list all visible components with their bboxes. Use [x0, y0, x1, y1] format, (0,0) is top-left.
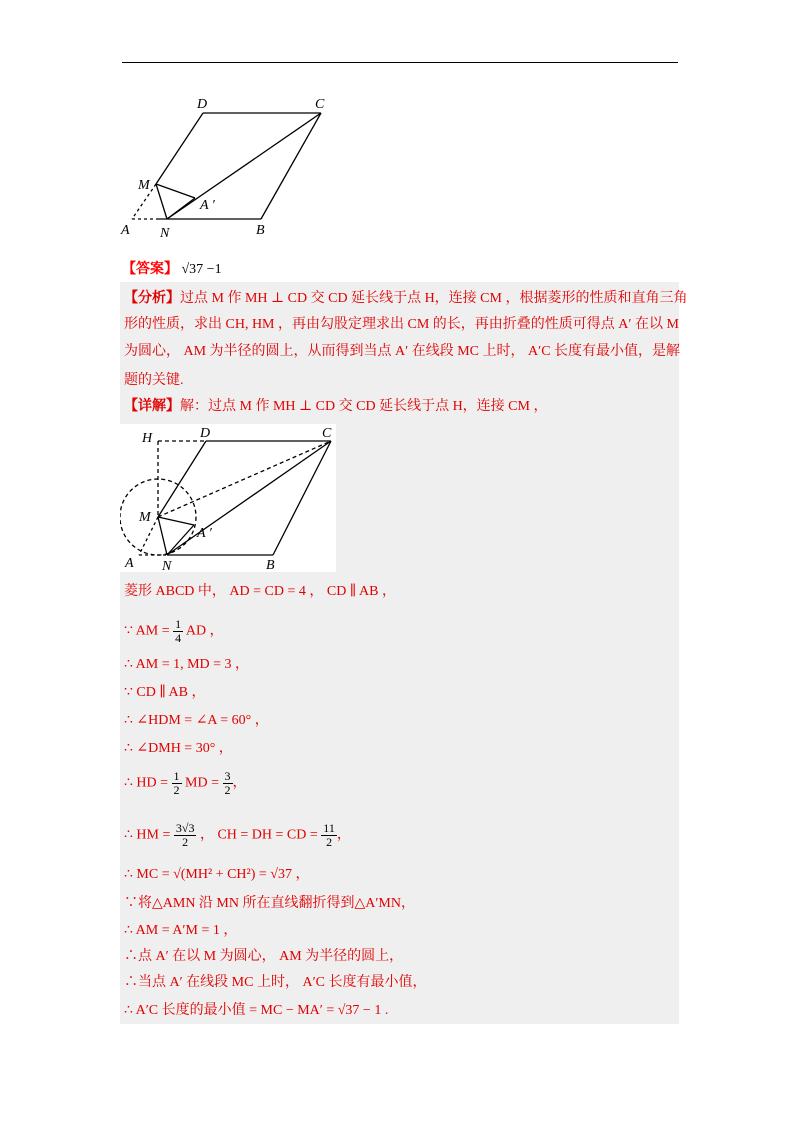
- rhombus-figure-1: [118, 96, 338, 241]
- step-13: ∴当点 A′ 在线段 MC 上时， A′C 长度有最小值，: [124, 975, 427, 990]
- edge-dm: [158, 441, 206, 517]
- answer-line: [122, 258, 222, 278]
- label-n: N: [160, 226, 170, 241]
- step-11: ∴ AM = A′M = 1 ，: [124, 923, 238, 938]
- label-h: H: [142, 431, 153, 446]
- label-a-prime: A ′: [200, 198, 215, 213]
- step-2: ∵ AM = $\frac{1}{4}$ AD ，: [124, 617, 224, 645]
- detail-line-1: 【详解】解：过点 M 作 MH ⊥ CD 交 CD 延长线于点 H，连接 CM ，: [124, 399, 548, 414]
- fraction: $\frac{3√3}{2}$: [175, 821, 195, 849]
- edge-mn: [156, 184, 167, 219]
- label-c: C: [322, 426, 332, 441]
- edge-dm: [156, 113, 203, 184]
- edge-nc: [167, 113, 321, 219]
- edge-mn: [158, 517, 167, 555]
- fraction: $\frac{11}{2}$: [323, 821, 335, 849]
- label-d: D: [197, 97, 208, 112]
- step-10: ∵将△AMN 沿 MN 所在直线翻折得到△A′MN，: [124, 896, 415, 911]
- label-a: A: [121, 223, 130, 238]
- header-rule: [122, 62, 678, 63]
- label-c: C: [315, 97, 325, 112]
- analysis-tag: 【分析】: [124, 291, 180, 306]
- analysis-line-2: 形的性质，求出 CH, HM ，再由勾股定理求出 CM 的长，再由折叠的性质可得点 A′ 在以 M: [124, 317, 679, 332]
- step-6: ∴ ∠DMH = 30° ，: [124, 741, 233, 756]
- label-b: B: [266, 558, 275, 572]
- step-12: ∴点 A′ 在以 M 为圆心， AM 为半径的圆上，: [124, 949, 404, 964]
- label-a: A: [125, 556, 134, 571]
- analysis-line-4: 题的关键.: [124, 373, 184, 388]
- edge-ma: [156, 184, 195, 198]
- fraction: $\frac{1}{4}$: [175, 617, 182, 645]
- analysis-line-3: 为圆心， AM 为半径的圆上，从而得到当点 A′ 在线段 MC 上时， A′C 长度有最小值，是解: [124, 344, 681, 359]
- edge-ma: [158, 517, 194, 525]
- fraction: $\frac{1}{2}$: [173, 769, 180, 797]
- step-9: ∴ MC = √(MH² + CH²) = √37 ，: [124, 867, 310, 882]
- edge-an: [167, 525, 194, 555]
- label-m: M: [138, 178, 150, 193]
- edge-cb: [273, 441, 331, 555]
- step-5: ∴ ∠HDM = ∠A = 60° ，: [124, 713, 269, 728]
- answer-value: √37 −1: [181, 262, 222, 277]
- step-3: ∴ AM = 1, MD = 3 ，: [124, 657, 250, 672]
- detail-tag: 【详解】: [124, 399, 180, 414]
- rhombus-figure-2: [120, 424, 336, 572]
- step-14: ∴ A′C 长度的最小值 = MC − MA′ = √37 − 1 .: [124, 1003, 389, 1018]
- answer-tag: 【答案】: [122, 262, 178, 277]
- label-a-prime: A ′: [197, 526, 212, 541]
- label-b: B: [256, 223, 265, 238]
- edge-cb: [261, 113, 321, 219]
- step-7: ∴ HD = $\frac{1}{2}$ MD = $\frac{3}{2}$ ，: [124, 769, 247, 797]
- step-4: ∵ CD ∥ AB ，: [124, 685, 206, 700]
- step-8: ∴ HM = $\frac{3√3}{2}$ ， CH = DH = CD = $\frac{11}{2}$ ，: [124, 821, 351, 849]
- analysis-line-1: 【分析】过点 M 作 MH ⊥ CD 交 CD 延长线于点 H，连接 CM ，根据菱形的性质和直角三角: [124, 291, 688, 306]
- label-m: M: [139, 510, 151, 525]
- step-1: 菱形 ABCD 中， AD = CD = 4 ， CD ∥ AB ，: [124, 584, 396, 599]
- label-n: N: [162, 559, 172, 572]
- segment-mc-dashed: [158, 441, 331, 517]
- label-d: D: [200, 426, 211, 441]
- fraction: $\frac{3}{2}$: [224, 769, 231, 797]
